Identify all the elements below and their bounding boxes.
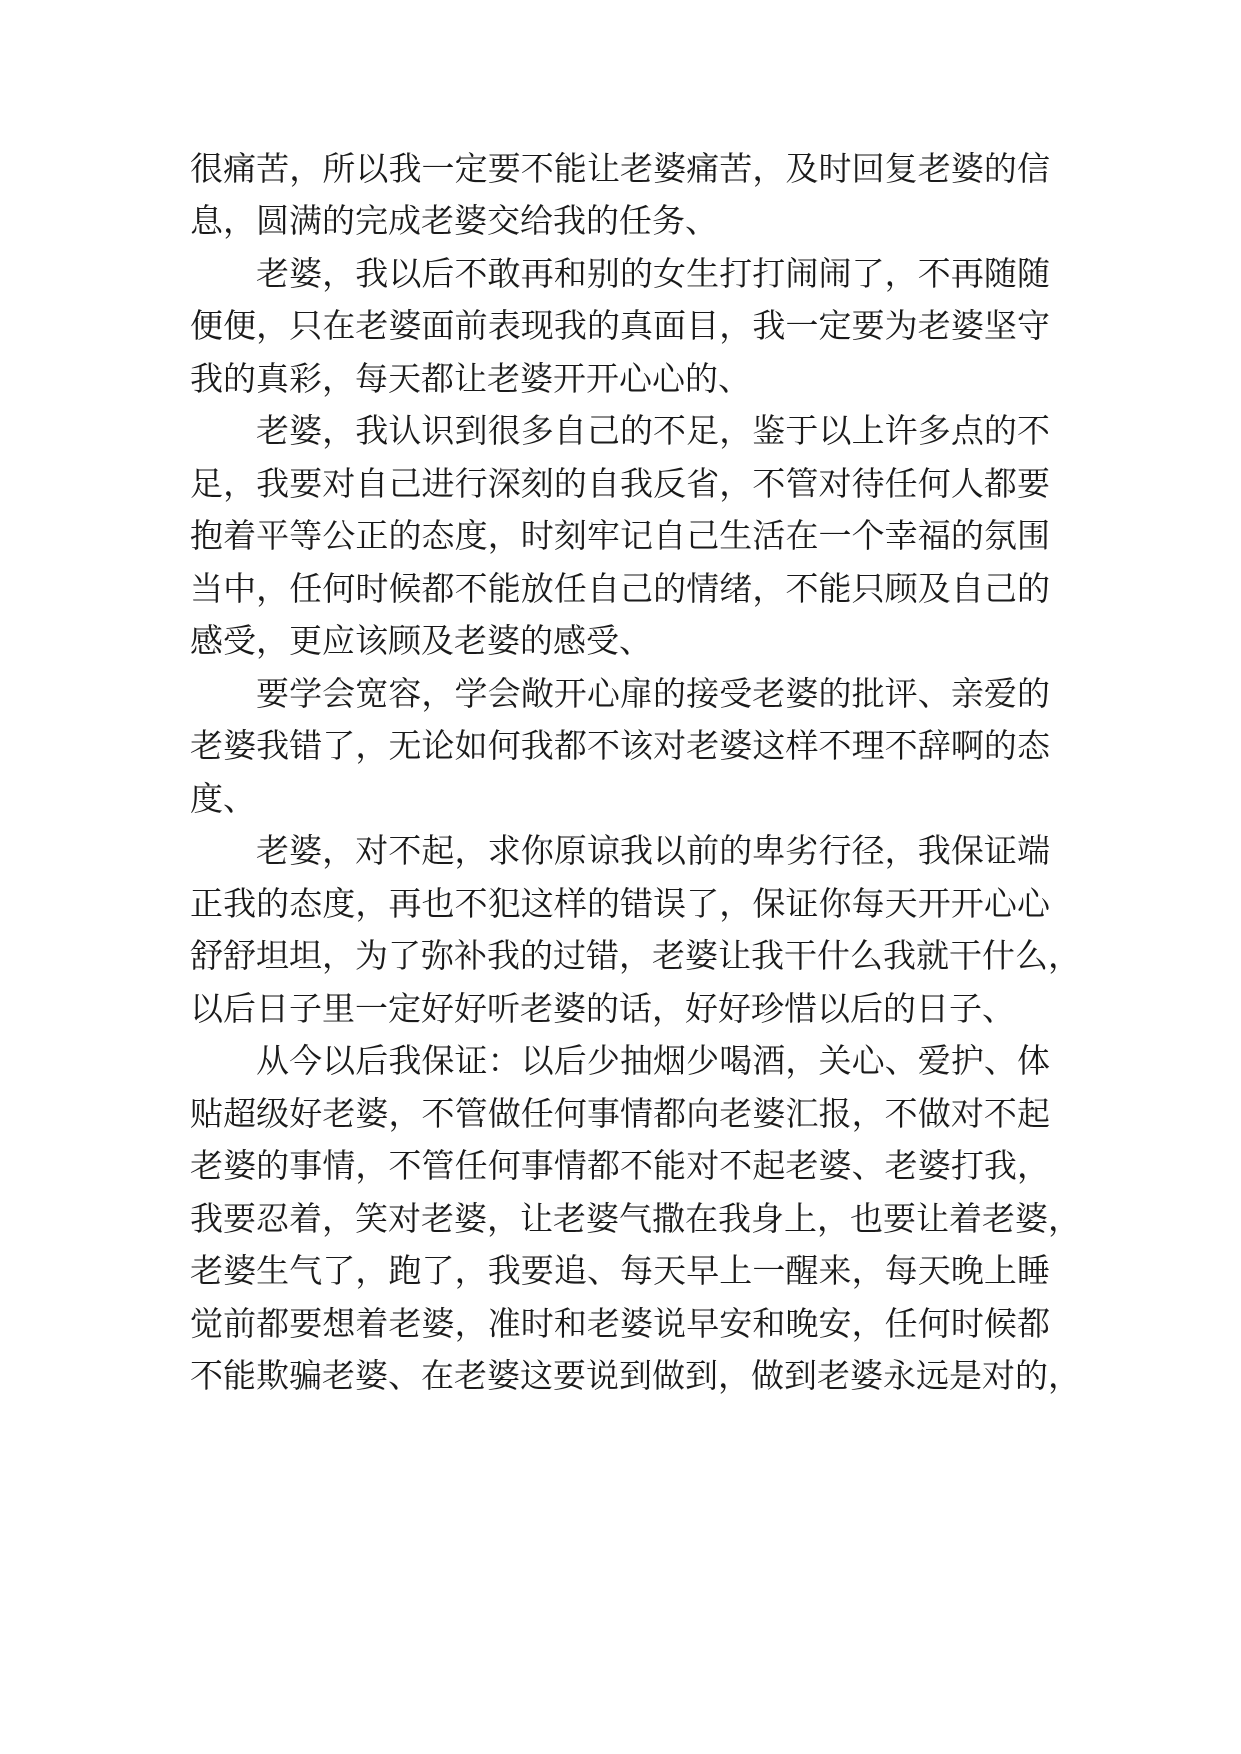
text-line: 老婆，对不起，求你原谅我以前的卑劣行径，我保证端 — [256, 831, 1050, 870]
text-line: 舒舒坦坦，为了弥补我的过错，老婆让我干什么我就干什么， — [190, 936, 1081, 975]
text-line: 不能欺骗老婆、在老婆这要说到做到，做到老婆永远是对的， — [190, 1356, 1081, 1395]
text-line: 息，圆满的完成老婆交给我的任务、 — [190, 201, 718, 240]
text-line: 我的真彩，每天都让老婆开开心心的、 — [190, 359, 751, 398]
text-line: 老婆，我以后不敢再和别的女生打打闹闹了，不再随随 — [256, 254, 1050, 293]
text-line: 便便，只在老婆面前表现我的真面目，我一定要为老婆坚守 — [190, 306, 1050, 345]
text-line: 老婆生气了，跑了，我要追、每天早上一醒来，每天晚上睡 — [190, 1251, 1050, 1290]
text-line: 老婆我错了，无论如何我都不该对老婆这样不理不辞啊的态 — [190, 726, 1050, 765]
text-line: 我要忍着，笑对老婆，让老婆气撒在我身上，也要让着老婆， — [190, 1199, 1081, 1238]
text-line: 当中，任何时候都不能放任自己的情绪，不能只顾及自己的 — [190, 569, 1050, 608]
text-line: 很痛苦，所以我一定要不能让老婆痛苦，及时回复老婆的信 — [190, 149, 1050, 188]
text-line: 贴超级好老婆，不管做任何事情都向老婆汇报，不做对不起 — [190, 1094, 1050, 1133]
text-line: 感受，更应该顾及老婆的感受、 — [190, 621, 652, 660]
text-line: 以后日子里一定好好听老婆的话，好好珍惜以后的日子、 — [190, 989, 1015, 1028]
text-line: 老婆的事情，不管任何事情都不能对不起老婆、老婆打我， — [190, 1146, 1050, 1185]
text-line: 抱着平等公正的态度，时刻牢记自己生活在一个幸福的氛围 — [190, 516, 1050, 555]
text-line: 要学会宽容，学会敞开心扉的接受老婆的批评、亲爱的 — [256, 674, 1050, 713]
text-line: 老婆，我认识到很多自己的不足，鉴于以上许多点的不 — [256, 411, 1050, 450]
text-line: 觉前都要想着老婆，准时和老婆说早安和晚安，任何时候都 — [190, 1304, 1050, 1343]
text-line: 足，我要对自己进行深刻的自我反省，不管对待任何人都要 — [190, 464, 1050, 503]
text-line: 度、 — [190, 779, 256, 818]
text-line: 从今以后我保证：以后少抽烟少喝酒，关心、爱护、体 — [256, 1041, 1050, 1080]
text-line: 正我的态度，再也不犯这样的错误了，保证你每天开开心心 — [190, 884, 1050, 923]
